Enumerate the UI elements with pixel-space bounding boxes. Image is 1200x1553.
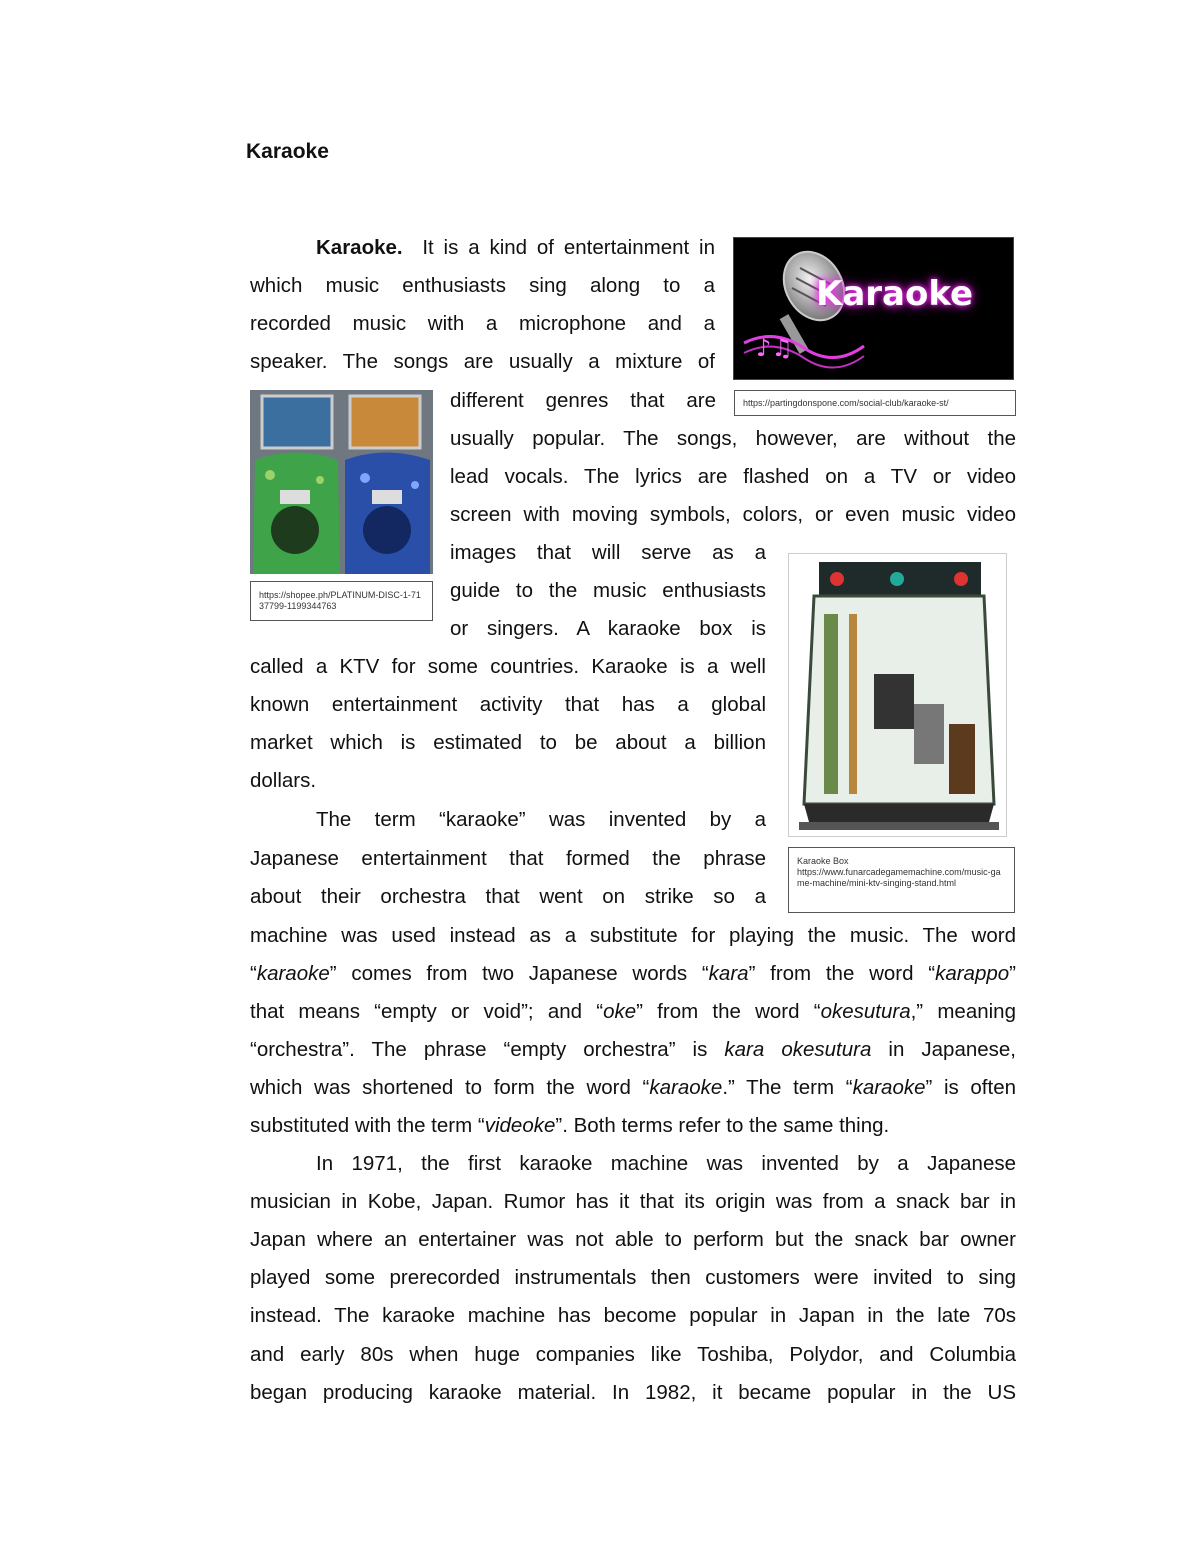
p3-line-6: and early 80s when huge companies like Toshiba, Polydor, and Columbia xyxy=(250,1343,1016,1366)
p3-line-3: Japan where an entertainer was not able to perform but the snack bar owner xyxy=(250,1228,1016,1251)
p3-line-7: began producing karaoke material. In 1982, it became popular in the US xyxy=(250,1381,1016,1404)
p1-lead: Karaoke. xyxy=(316,236,403,259)
machines-caption-text: https://shopee.ph/PLATINUM-DISC-1-7137799-1199344763 xyxy=(259,590,421,611)
p3-line-1: In 1971, the first karaoke machine was invented by a Japanese xyxy=(316,1152,1016,1175)
p1-line-5: different genres that are xyxy=(450,389,716,412)
p1-l1-text: It is a kind of entertainment in xyxy=(422,236,715,259)
svg-text:♪♫: ♪♫ xyxy=(756,334,793,362)
p2-line-6: that means “empty or void”; and “oke” from the word “okesutura,” meaning xyxy=(250,1000,1016,1023)
p2-line-5: “karaoke” comes from two Japanese words “kara” from the word “karappo” xyxy=(250,962,1016,985)
p3-line-4: played some prerecorded instrumentals then customers were invited to sing xyxy=(250,1266,1016,1289)
machines-caption xyxy=(250,581,433,621)
document-title: Karaoke xyxy=(246,140,329,163)
p1-line-13: known entertainment activity that has a global xyxy=(250,693,766,716)
p1-line-15: dollars. xyxy=(250,769,317,792)
p1-line-10: guide to the music enthusiasts xyxy=(450,579,766,602)
p1-line-1 xyxy=(316,236,715,260)
logo-text: Karaoke xyxy=(816,274,974,314)
p2-line-3: about their orchestra that went on strike so a xyxy=(250,885,766,908)
p1-line-11: or singers. A karaoke box is xyxy=(450,617,766,640)
p1-line-6: usually popular. The songs, however, are without the xyxy=(450,427,1016,450)
karaoke-box-image xyxy=(788,553,1007,837)
p1-line-9: images that will serve as a xyxy=(450,541,766,564)
p1-line-2: which music enthusiasts sing along to a xyxy=(250,274,715,297)
p1-line-3: recorded music with a microphone and a xyxy=(250,312,715,335)
p2-line-8: which was shortened to form the word “karaoke.” The term “karaoke” is often xyxy=(250,1076,1017,1099)
box-caption xyxy=(788,847,1015,913)
box-caption-title: Karaoke Box xyxy=(797,856,849,866)
p3-line-5: instead. The karaoke machine has become popular in Japan in the late 70s xyxy=(250,1304,1016,1327)
p1-line-7: lead vocals. The lyrics are flashed on a TV or video xyxy=(450,465,1016,488)
box-caption-url: https://www.funarcadegamemachine.com/music-game-machine/mini-ktv-singing-stand.html xyxy=(797,867,1001,888)
logo-caption xyxy=(734,390,1016,416)
p3-line-2: musician in Kobe, Japan. Rumor has it that its origin was from a snack bar in xyxy=(250,1190,1016,1213)
p1-line-12: called a KTV for some countries. Karaoke is a well xyxy=(250,655,766,678)
p1-line-14: market which is estimated to be about a billion xyxy=(250,731,766,754)
p1-line-8: screen with moving symbols, colors, or even music video xyxy=(450,503,1016,526)
p1-line-4: speaker. The songs are usually a mixture of xyxy=(250,350,715,373)
logo-caption-text: https://partingdonspone.com/social-club/karaoke-st/ xyxy=(743,398,949,408)
karaoke-logo-image xyxy=(733,237,1014,380)
p2-line-9: substituted with the term “videoke”. Both terms refer to the same thing. xyxy=(250,1114,890,1137)
p2-line-7: “orchestra”. The phrase “empty orchestra” is kara okesutura in Japanese, xyxy=(250,1038,1016,1061)
p2-line-4: machine was used instead as a substitute for playing the music. The word xyxy=(250,924,1016,947)
p2-line-1: The term “karaoke” was invented by a xyxy=(316,808,766,831)
karaoke-machines-image xyxy=(250,390,433,574)
p2-line-2: Japanese entertainment that formed the phrase xyxy=(250,847,766,870)
